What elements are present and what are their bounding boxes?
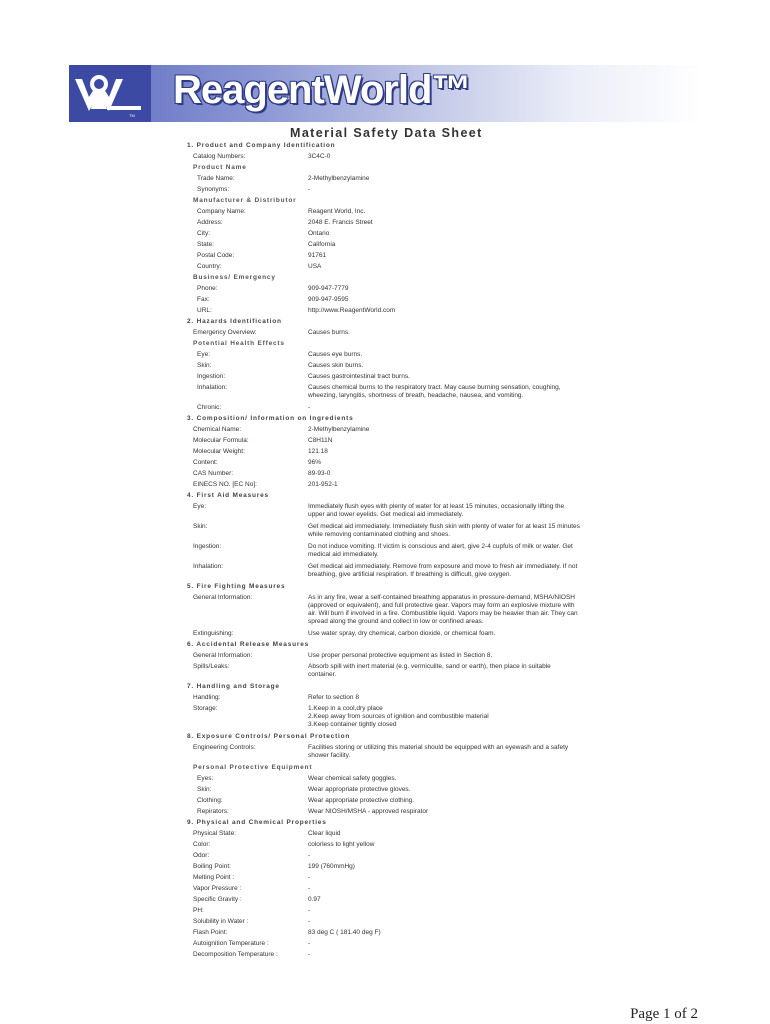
field-label: General Information: [193, 594, 253, 601]
field-label: Inhalation: [193, 563, 223, 570]
field-value: Use water spray, dry chemical, carbon dioxide, or chemical foam. [308, 630, 496, 637]
field-label: Trade Name: [197, 175, 235, 182]
section-heading: 9. Physical and Chemical Properties [187, 819, 327, 826]
document-title: Material Safety Data Sheet [290, 126, 483, 140]
field-row [187, 594, 587, 626]
field-value: 201-952-1 [308, 481, 338, 488]
field-row [187, 652, 587, 663]
field-row [187, 786, 587, 797]
field-value: Wear chemical safety goggles. [308, 775, 397, 782]
field-label: State: [197, 241, 214, 248]
field-row [187, 153, 587, 164]
section-heading: 2. Hazards Identification [187, 318, 282, 325]
field-value: Causes chemical burns to the respiratory tract. May cause burning sensation, coughing, wheezing, laryngitis, shortness of breath, headache, nausea, and vomiting. [308, 384, 561, 399]
field-row [187, 448, 587, 459]
field-label: Content: [193, 459, 218, 466]
field-label: Eye: [197, 351, 211, 358]
field-value: 199 (760mmHg) [308, 863, 355, 870]
field-value: Get medical aid immediately. Immediately flush skin with plenty of water for at least 15 minutes while removing contaminated clothing and shoes. [308, 523, 580, 538]
field-row [187, 863, 587, 874]
field-label: Skin: [197, 786, 212, 793]
field-value: 909-947-7779 [308, 285, 349, 292]
field-value: As in any fire, wear a self-contained breathing apparatus in pressure-demand, MSHA/NIOSH (approved or equivalent), and full protective gear. Vapors may form an explosive mixture with air. Will burn if involved in a fire. Combustible liquid. Vapors may be heavier than air. They can spread along the ground and collect in low or confined areas. [308, 594, 578, 625]
field-value: Get medical aid immediately. Remove from exposure and move to fresh air immediately. If not breathing, give artificial respiration. If breathing is difficult, give oxygen. [308, 563, 578, 578]
field-row [187, 874, 587, 885]
field-value: 1.Keep in a cool,dry place 2.Keep away from sources of ignition and combustible material 3.Keep container tightly closed [308, 705, 489, 728]
field-value: colorless to light yellow [308, 841, 375, 848]
field-row [187, 219, 587, 230]
field-value: California [308, 241, 336, 248]
field-row [187, 175, 587, 186]
field-value: 89-93-0 [308, 470, 331, 477]
field-label: Eyes: [197, 775, 214, 782]
field-label: Odor: [193, 852, 210, 859]
field-row [187, 329, 587, 340]
field-value: 909-947-9595 [308, 296, 349, 303]
field-label: Flash Point: [193, 929, 228, 936]
field-row [187, 426, 587, 437]
field-row [187, 186, 587, 197]
field-row [187, 481, 587, 492]
field-value: 96% [308, 459, 322, 466]
field-value: - [308, 852, 311, 859]
field-label: Address: [197, 219, 223, 226]
field-label: Solubility in Water : [193, 918, 249, 925]
section-heading: 7. Handling and Storage [187, 683, 280, 690]
subsection-heading: Personal Protective Equipment [193, 764, 313, 771]
field-label: City: [197, 230, 210, 237]
subsection-heading: Manufacturer & Distributor [193, 197, 297, 204]
field-row [187, 885, 587, 896]
field-value: 121.18 [308, 448, 328, 455]
field-label: General Information: [193, 652, 253, 659]
field-row [187, 918, 587, 929]
field-row [187, 362, 587, 373]
field-label: Fax: [197, 296, 210, 303]
field-row [187, 830, 587, 841]
field-value: Causes burns. [308, 329, 350, 336]
field-value: http://www.ReagentWorld.com [308, 307, 396, 314]
field-value: Causes gastrointestinal tract burns. [308, 373, 410, 380]
field-label: Physical State: [193, 830, 236, 837]
field-label: Repirators: [197, 808, 229, 815]
field-label: EINECS NO. [EC No]: [193, 481, 257, 488]
field-row [187, 543, 587, 559]
field-value: Facilities storing or utilizing this material should be equipped with an eyewash and a safety shower facility. [308, 744, 569, 759]
field-value: Use proper personal protective equipment as listed in Section 8. [308, 652, 493, 659]
field-value: Causes eye burns. [308, 351, 363, 358]
header-banner [69, 65, 703, 122]
field-value: Refer to section 8 [308, 694, 359, 701]
field-value: Wear appropriate protective gloves. [308, 786, 411, 793]
field-row [187, 951, 587, 962]
field-row [187, 241, 587, 252]
field-row [187, 940, 587, 951]
field-row [187, 744, 587, 760]
field-label: Chronic: [197, 404, 222, 411]
field-label: PH: [193, 907, 204, 914]
field-value: C8H11N [308, 437, 333, 444]
field-value: Immediately flush eyes with plenty of water for at least 15 minutes, occasionally lifting the upper and lower eyelids. Get medical aid immediately. [308, 503, 565, 518]
field-row [187, 852, 587, 863]
field-row [187, 285, 587, 296]
field-value: Wear appropriate protective clothing. [308, 797, 415, 804]
field-row [187, 263, 587, 274]
field-label: Skin: [197, 362, 212, 369]
field-row [187, 437, 587, 448]
field-row [187, 470, 587, 481]
section-heading: 5. Fire Fighting Measures [187, 583, 286, 590]
field-label: Molecular Weight: [193, 448, 245, 455]
field-value: Clear liquid [308, 830, 341, 837]
subsection-heading: Business/ Emergency [193, 274, 276, 281]
field-row [187, 775, 587, 786]
field-value: - [308, 907, 311, 914]
field-label: Inhalation: [197, 384, 227, 391]
field-label: Ingestion: [193, 543, 222, 550]
page-number: Page 1 of 2 [630, 1006, 698, 1022]
field-row [187, 307, 587, 318]
field-label: Molecular Formula: [193, 437, 249, 444]
field-row [187, 907, 587, 918]
field-row [187, 459, 587, 470]
field-value: - [308, 918, 311, 925]
field-row [187, 797, 587, 808]
field-value: Absorb spill with inert material (e.g. vermiculite, sand or earth), then place in suitable container. [308, 663, 551, 678]
field-label: Vapor Pressure : [193, 885, 242, 892]
field-value: 2048 E. Francis Street [308, 219, 373, 226]
field-value: Do not induce vomiting. If victim is conscious and alert, give 2-4 cupfuls of milk or water. Get medical aid immediately. [308, 543, 573, 558]
field-label: Color: [193, 841, 211, 848]
field-row [187, 705, 587, 729]
field-label: URL: [197, 307, 212, 314]
field-row [187, 373, 587, 384]
field-row [187, 230, 587, 241]
section-heading: 6. Accidental Release Measures [187, 641, 310, 648]
field-row [187, 563, 587, 579]
field-label: Spills/Leaks: [193, 663, 230, 670]
field-row [187, 929, 587, 940]
field-row [187, 694, 587, 705]
field-value: Wear NIOSH/MSHA - approved respirator [308, 808, 429, 815]
field-row [187, 663, 587, 679]
field-label: Handling: [193, 694, 221, 701]
field-row [187, 296, 587, 307]
field-label: Extinguishing: [193, 630, 234, 637]
section-heading: 3. Composition/ Information on Ingredients [187, 415, 354, 422]
field-label: Chemical Name: [193, 426, 242, 433]
field-value: 2-Methylbenzylamine [308, 426, 370, 433]
field-value: - [308, 874, 311, 881]
field-value: USA [308, 263, 322, 270]
field-label: CAS Number: [193, 470, 234, 477]
field-value: - [308, 885, 311, 892]
section-heading: 8. Exposure Controls/ Personal Protection [187, 733, 351, 740]
field-label: Storage: [193, 705, 218, 712]
field-label: Catalog Numbers: [193, 153, 246, 160]
field-value: 91761 [308, 252, 327, 259]
field-value: 2-Methylbenzylamine [308, 175, 370, 182]
field-label: Skin: [193, 523, 208, 530]
field-row [187, 630, 587, 641]
subsection-heading: Potential Health Effects [193, 340, 285, 347]
field-label: Synonyms: [197, 186, 230, 193]
logo-tm: TM [129, 113, 135, 118]
field-value: Causes skin burns. [308, 362, 364, 369]
section-heading: 4. First Aid Measures [187, 492, 269, 499]
field-label: Country: [197, 263, 222, 270]
field-row [187, 404, 587, 415]
field-row [187, 208, 587, 219]
field-label: Eye: [193, 503, 207, 510]
field-value: - [308, 186, 311, 193]
field-row [187, 523, 587, 539]
field-row [187, 503, 587, 519]
field-label: Specific Gravity : [193, 896, 242, 903]
field-value: Reagent World, Inc. [308, 208, 366, 215]
field-label: Postal Code: [197, 252, 235, 259]
field-value: - [308, 951, 311, 958]
field-row [187, 252, 587, 263]
reagentworld-logo-icon [69, 65, 151, 122]
field-label: Clothing: [197, 797, 223, 804]
subsection-heading: Product Name [193, 164, 247, 171]
field-row [187, 808, 587, 819]
section-heading: 1. Product and Company Identification [187, 142, 336, 149]
field-value: Ontario [308, 230, 330, 237]
field-value: 0.97 [308, 896, 321, 903]
field-row [187, 896, 587, 907]
field-label: Autoignition Temperature : [193, 940, 269, 947]
msds-content [187, 142, 587, 962]
field-label: Engineering Controls: [193, 744, 256, 751]
field-label: Decomposition Temperature : [193, 951, 278, 958]
field-label: Company Name: [197, 208, 246, 215]
field-label: Phone: [197, 285, 218, 292]
field-label: Emergency Overview: [193, 329, 257, 336]
field-row [187, 351, 587, 362]
field-row [187, 841, 587, 852]
field-value: 83 deg C ( 181.40 deg F) [308, 929, 381, 936]
field-value: 3C4C-0 [308, 153, 331, 160]
brand-name: ReagentWorld™ [173, 68, 471, 112]
field-label: Ingestion: [197, 373, 226, 380]
field-label: Boiling Point: [193, 863, 231, 870]
field-row [187, 384, 587, 400]
field-value: - [308, 940, 311, 947]
field-label: Melting Point : [193, 874, 235, 881]
field-value: - [308, 404, 311, 411]
